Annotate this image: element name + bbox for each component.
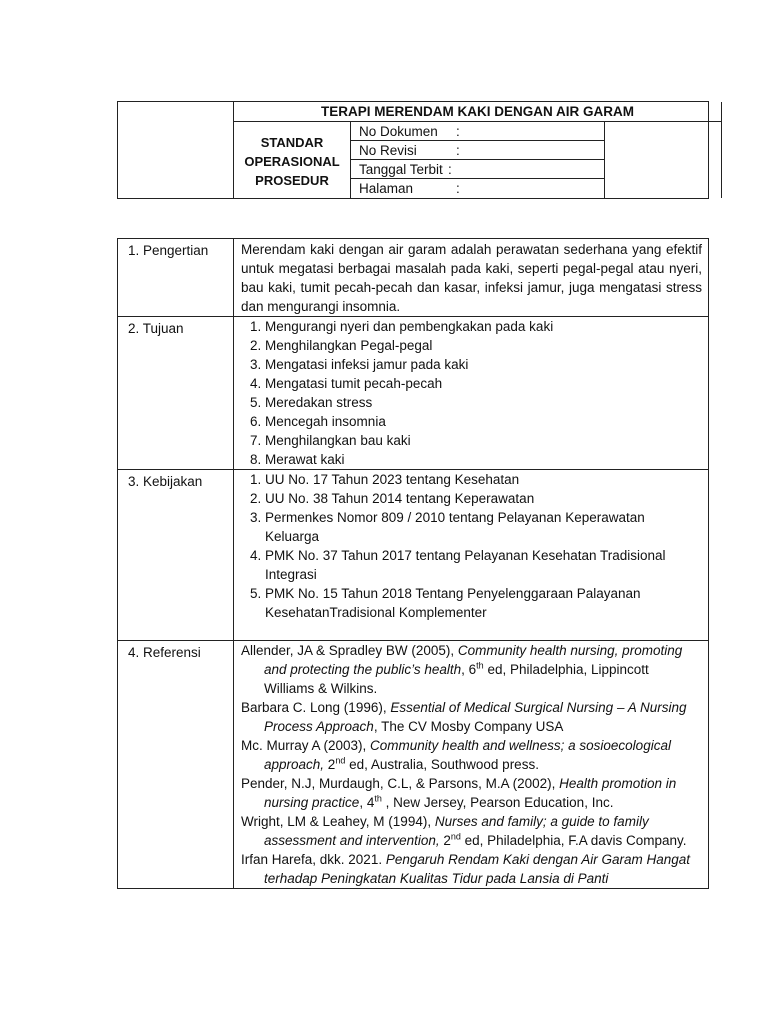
section-label: 3. Kebijakan <box>118 470 234 641</box>
row-kebijakan <box>118 470 709 641</box>
reference-part: ed, Philadelphia, Lippincott Williams & Wilkins. <box>264 662 649 696</box>
reference-part: th <box>476 660 484 671</box>
reference-part: th <box>374 793 382 804</box>
header-divider <box>604 122 605 198</box>
section-label: 4. Referensi <box>118 641 234 889</box>
field-colon: : <box>448 162 452 177</box>
reference-entry <box>241 736 702 774</box>
row-referensi <box>118 641 709 889</box>
reference-entry <box>241 850 702 888</box>
list-item: 3. Permenkes Nomor 809 / 2010 tentang Pelayanan Keperawatan Keluarga <box>265 508 702 546</box>
field-label: No Dokumen <box>359 124 438 139</box>
list-item: 8. Merawat kaki <box>265 450 702 469</box>
field-no-revisi <box>351 141 604 160</box>
field-tanggal-terbit <box>351 160 604 179</box>
reference-entry <box>241 641 702 698</box>
sop-line: OPERASIONAL <box>244 153 340 169</box>
section-content <box>234 641 709 889</box>
header-divider <box>721 102 722 198</box>
section-label: 2. Tujuan <box>118 317 234 470</box>
document-title: TERAPI MERENDAM KAKI DENGAN AIR GARAM <box>234 102 721 122</box>
section-content <box>234 317 709 470</box>
list-item: 7. Menghilangkan bau kaki <box>265 431 702 450</box>
reference-part: 2 <box>324 757 336 772</box>
reference-part: , 4 <box>359 795 375 810</box>
field-colon: : <box>456 124 460 139</box>
field-colon: : <box>456 181 460 196</box>
tujuan-list <box>241 317 702 469</box>
list-item: 4. PMK No. 37 Tahun 2017 tentang Pelayanan Kesehatan Tradisional Integrasi <box>265 546 702 584</box>
list-item: 1. UU No. 17 Tahun 2023 tentang Kesehatan <box>265 470 702 489</box>
field-label: Halaman <box>359 181 414 196</box>
list-item: 2. UU No. 38 Tahun 2014 tentang Keperawatan <box>265 489 702 508</box>
reference-part: 2 <box>439 833 451 848</box>
sop-line: PROSEDUR <box>255 172 329 188</box>
row-tujuan <box>118 317 709 470</box>
reference-entry <box>241 774 702 812</box>
field-no-dokumen <box>351 122 604 141</box>
reference-entry <box>241 698 702 736</box>
list-item: 2. Menghilangkan Pegal-pegal <box>265 336 702 355</box>
reference-part: Allender, JA & Spradley BW (2005), <box>241 643 458 658</box>
reference-title: Nurses and family; a guide to family assessment and intervention, <box>264 814 649 848</box>
reference-entry <box>241 812 702 850</box>
field-colon: : <box>456 143 460 158</box>
sop-content-table <box>117 238 709 889</box>
reference-title: Community health nursing, promoting and protecting the public’s health <box>264 643 683 677</box>
section-content <box>234 239 709 317</box>
field-label: No Revisi <box>359 143 417 158</box>
pengertian-text: Merendam kaki dengan air garam adalah perawatan sederhana yang efektif untuk megatasi berbagai masalah pada kaki, seperti pegal-pegal atau nyeri, bau kaki, tumit pecah-pecah dan kasar, infeksi jamur, juga mengatasi stress dan mengurangi insomnia. <box>241 242 702 314</box>
reference-part: Irfan Harefa, dkk. 2021. <box>241 852 386 867</box>
reference-part: ed, Philadelphia, F.A davis Company. <box>460 833 687 848</box>
reference-part: Barbara C. Long (1996), <box>241 700 391 715</box>
section-content <box>234 470 709 641</box>
reference-part: nd <box>450 831 461 842</box>
field-label: Tanggal Terbit <box>359 162 443 177</box>
list-item: 3. Mengatasi infeksi jamur pada kaki <box>265 355 702 374</box>
reference-title: Community health and wellness; a sosioecological approach, <box>264 738 671 772</box>
list-item: 6. Mencegah insomnia <box>265 412 702 431</box>
row-pengertian <box>118 239 709 317</box>
reference-part: Pender, N.J, Murdaugh, C.L, & Parsons, M.A (2002), <box>241 776 560 791</box>
reference-part: , New Jersey, Pearson Education, Inc. <box>381 795 614 810</box>
reference-part: , 6 <box>461 662 477 677</box>
kebijakan-list <box>241 470 702 622</box>
sop-line: STANDAR <box>260 134 324 150</box>
reference-title: Essential of Medical Surgical Nursing – A Nursing Process Approach <box>264 700 687 734</box>
field-halaman <box>351 179 604 198</box>
sop-label <box>234 122 350 200</box>
reference-part: Mc. Murray A (2003), <box>241 738 371 753</box>
list-item: 5. PMK No. 15 Tahun 2018 Tentang Penyelenggaraan Palayanan KesehatanTradisional Komplementer <box>265 584 702 622</box>
list-item: 4. Mengatasi tumit pecah-pecah <box>265 374 702 393</box>
reference-part: nd <box>335 755 346 766</box>
reference-part: ed, Australia, Southwood press. <box>345 757 539 772</box>
section-label: 1. Pengertian <box>118 239 234 317</box>
reference-title: Pengaruh Rendam Kaki dengan Air Garam Hangat terhadap Peningkatan Kualitas Tidur pada Lansia di Panti <box>264 852 691 886</box>
list-item: 1. Mengurangi nyeri dan pembengkakan pada kaki <box>265 317 702 336</box>
reference-part: Wright, LM & Leahey, M (1994), <box>241 814 435 829</box>
list-item: 5. Meredakan stress <box>265 393 702 412</box>
reference-title: Health promotion in nursing practice <box>264 776 677 810</box>
sop-header-box <box>117 101 709 199</box>
reference-part: , The CV Mosby Company USA <box>373 719 564 734</box>
